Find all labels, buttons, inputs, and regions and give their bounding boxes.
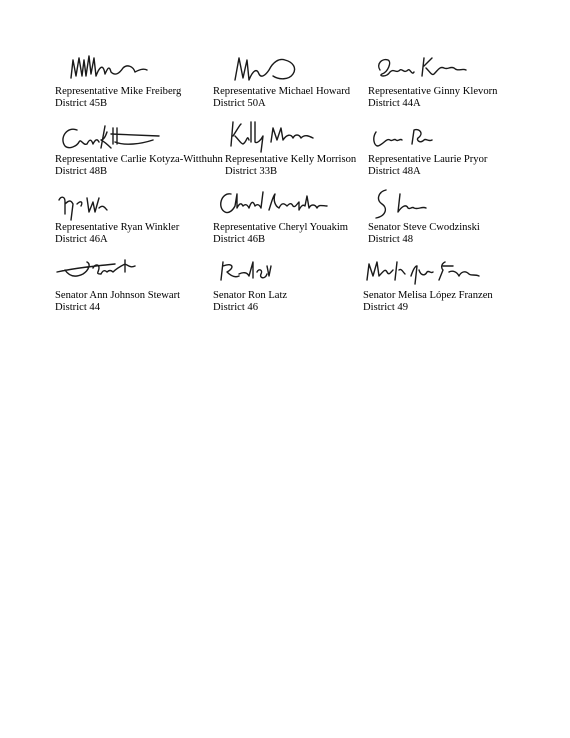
signer-name: Representative Ginny Klevorn <box>368 86 498 97</box>
signer-name: Representative Carlie Kotyza-Witthuhn <box>55 154 223 165</box>
signature-klevorn <box>368 50 478 86</box>
signature-kotyza-witthuhn <box>55 118 165 154</box>
signature-block-winkler <box>55 186 179 246</box>
signer-district: District 48A <box>368 166 421 177</box>
signer-name: Senator Ron Latz <box>213 290 288 301</box>
signer-district: District 44 <box>55 302 101 313</box>
signature-block-latz <box>213 254 287 314</box>
signer-district: District 48B <box>55 166 108 177</box>
signature-block-stewart <box>55 254 180 314</box>
signer-district: District 46 <box>213 302 259 313</box>
signature-pryor <box>368 118 458 154</box>
signer-name: Representative Ryan Winkler <box>55 222 180 233</box>
signature-block-howard <box>213 50 350 110</box>
signature-block-youakim <box>213 186 348 246</box>
signer-name: Representative Cheryl Youakim <box>213 222 349 233</box>
signature-winkler <box>55 186 145 222</box>
signer-district: District 44A <box>368 98 421 109</box>
signature-block-klevorn <box>368 50 497 110</box>
signature-block-lopez-franzen <box>363 254 493 314</box>
signature-latz <box>213 254 283 290</box>
signer-name: Representative Mike Freiberg <box>55 86 182 97</box>
signer-name: Representative Kelly Morrison <box>225 154 357 165</box>
signer-district: District 49 <box>363 302 409 313</box>
signature-morrison <box>225 118 325 154</box>
signature-cwodzinski <box>368 186 468 222</box>
signature-block-freiberg <box>55 50 181 110</box>
signature-youakim <box>213 186 343 222</box>
signature-freiberg <box>55 50 155 86</box>
signer-district: District 50A <box>213 98 266 109</box>
signature-block-cwodzinski <box>368 186 480 246</box>
signer-district: District 48 <box>368 234 414 245</box>
signature-block-pryor <box>368 118 487 178</box>
signer-name: Senator Ann Johnson Stewart <box>55 290 181 301</box>
signature-block-kotyza-witthuhn <box>55 118 223 178</box>
signer-district: District 46B <box>213 234 266 245</box>
signer-name: Representative Laurie Pryor <box>368 154 488 165</box>
signer-district: District 46A <box>55 234 108 245</box>
signer-name: Representative Michael Howard <box>213 86 351 97</box>
signer-district: District 45B <box>55 98 108 109</box>
signature-howard <box>213 50 313 86</box>
signature-lopez-franzen <box>363 254 483 290</box>
signer-name: Senator Melisa López Franzen <box>363 290 493 301</box>
signer-district: District 33B <box>225 166 278 177</box>
signature-stewart <box>55 254 155 290</box>
signer-name: Senator Steve Cwodzinski <box>368 222 480 233</box>
signature-block-morrison <box>225 118 356 178</box>
